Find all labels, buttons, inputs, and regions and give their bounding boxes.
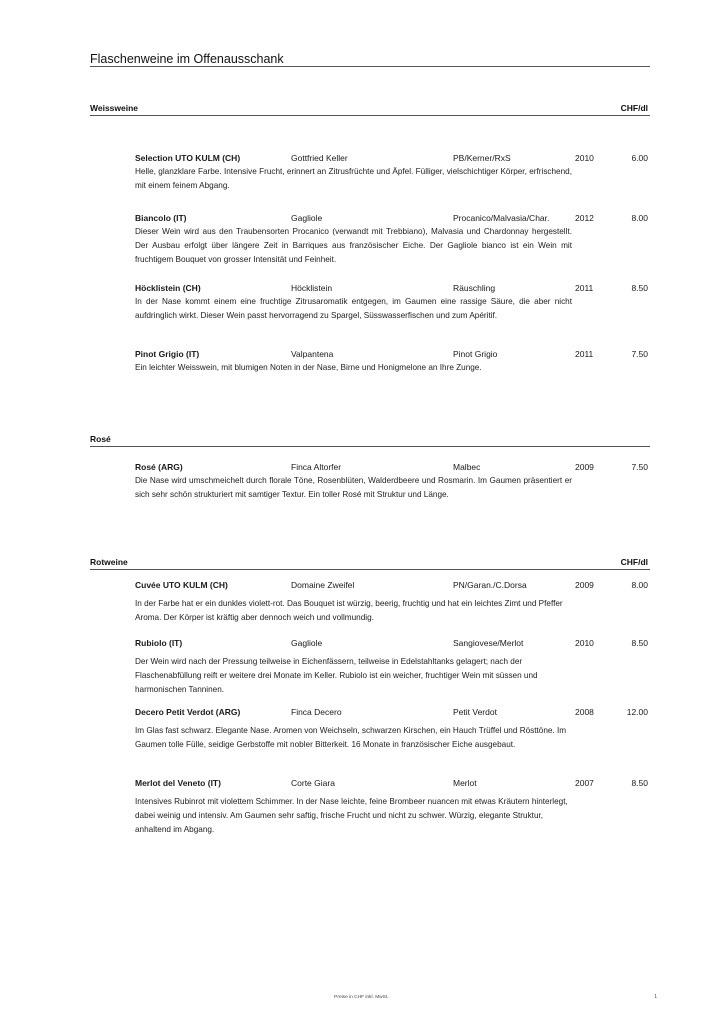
section-divider <box>90 115 650 116</box>
wine-producer: Valpantena <box>291 349 334 359</box>
wine-name: Rubiolo (IT) <box>135 638 183 648</box>
title-divider <box>90 66 650 67</box>
wine-description: Dieser Wein wird aus den Traubensorten Procanico (verwandt mit Trebbiano), Malvasia und Chardonnay hergestellt. Der Ausbau erfolgt über längere Zeit in Barriques aus französischer Eiche. Der Gagliole bianco ist ein Wein mit fruchtigem Bouquet von grosser Intensität und Feinheit. <box>135 227 572 265</box>
wine-entry <box>135 778 648 838</box>
wine-price: 8.50 <box>631 778 648 788</box>
wine-grape: PN/Garan./C.Dorsa <box>453 580 527 590</box>
wine-header-row <box>135 707 648 720</box>
section-divider <box>90 446 650 447</box>
wine-vintage: 2009 <box>575 580 594 590</box>
wine-header-row <box>135 638 648 651</box>
wine-price: 7.50 <box>631 462 648 472</box>
wine-grape: Malbec <box>453 462 481 472</box>
footer-note: Preise in CHF inkl. MwSt.. <box>334 995 390 1000</box>
wine-entry <box>135 462 648 502</box>
wine-vintage: 2007 <box>575 778 594 788</box>
wine-description: Der Wein wird nach der Pressung teilweise in Eichenfässern, teilweise in Edelstahltanks gelagert; nach der Flaschenabfüllung reift er weitere drei Monate im Keller. Rubiolo ist ein weicher, fruchtiger Wein mit süssen und harmonischen Tanninen. <box>135 657 538 695</box>
price-unit-label: CHF/dl <box>620 103 648 113</box>
wine-header-row <box>135 213 648 226</box>
wine-header-row <box>135 778 648 791</box>
wine-price: 6.00 <box>631 153 648 163</box>
wine-grape: Petit Verdot <box>453 707 497 717</box>
wine-description: Intensives Rubinrot mit violettem Schimmer. In der Nase leichte, feine Brombeer nuancen mit etwas Kräutern hinterlegt, dabei weinig und intensiv. Am Gaumen sehr saftig, frische Frucht und nicht zu schwer. Würzig, elegante Struktur, anhaltend im Abgang. <box>135 797 568 835</box>
wine-header-row <box>135 349 648 362</box>
wine-description: In der Nase kommt einem eine fruchtige Zitrusaromatik entgegen, im Gaumen eine rassige Säure, die aber nicht aufdringlich wirkt. Dieser Wein passt hervorragend zu Spargel, Süsswasserfischen und zum Apéritif. <box>135 297 572 321</box>
wine-description: Die Nase wird umschmeichelt durch florale Töne, Rosenblüten, Walderdbeere und Rosmarin. Im Gaumen präsentiert er sich sehr schön strukturiert mit samtiger Textur. Ein toller Rosé mit Struktur und Länge. <box>135 476 572 500</box>
wine-description: Ein leichter Weisswein, mit blumigen Noten in der Nase, Birne und Honigmelone an Ihre Zunge. <box>135 363 482 372</box>
wine-price: 7.50 <box>631 349 648 359</box>
wine-vintage: 2009 <box>575 462 594 472</box>
wine-grape: Pinot Grigio <box>453 349 498 359</box>
wine-name: Höcklistein (CH) <box>135 283 201 293</box>
section-title: Rosé <box>90 434 111 444</box>
wine-producer: Gottfried Keller <box>291 153 348 163</box>
wine-name: Biancolo (IT) <box>135 213 187 223</box>
wine-vintage: 2010 <box>575 638 594 648</box>
page-number: 1 <box>654 994 657 1000</box>
wine-vintage: 2012 <box>575 213 594 223</box>
wine-price: 8.00 <box>631 580 648 590</box>
wine-name: Merlot del Veneto (IT) <box>135 778 221 788</box>
wine-entry <box>135 638 648 698</box>
wine-name: Decero Petit Verdot (ARG) <box>135 707 241 717</box>
wine-name: Pinot Grigio (IT) <box>135 349 200 359</box>
wine-grape: Sangiovese/Merlot <box>453 638 524 648</box>
wine-price: 12.00 <box>626 707 648 717</box>
wine-entry <box>135 153 648 193</box>
wine-description: Im Glas fast schwarz. Elegante Nase. Aromen von Weichseln, schwarzen Kirschen, ein Hauch Trüffel und Rösttöne. Im Gaumen tolle Fülle, seidige Gerbstoffe mit nobler Bitterkeit. 16 Monate in französischer Eiche ausgebaut. <box>135 726 567 750</box>
wine-grape: PB/Kerner/RxS <box>453 153 511 163</box>
wine-vintage: 2011 <box>575 283 594 293</box>
wine-producer: Domaine Zweifel <box>291 580 355 590</box>
wine-producer: Corte Giara <box>291 778 335 788</box>
wine-producer: Gagliole <box>291 213 323 223</box>
wine-price: 8.50 <box>631 283 648 293</box>
section-title: Weissweine <box>90 103 139 113</box>
wine-name: Selection UTO KULM (CH) <box>135 153 241 163</box>
wine-grape: Merlot <box>453 778 477 788</box>
wine-producer: Gagliole <box>291 638 323 648</box>
wine-header-row <box>135 283 648 296</box>
wine-producer: Finca Decero <box>291 707 342 717</box>
price-unit-label: CHF/dl <box>620 557 648 567</box>
wine-vintage: 2008 <box>575 707 594 717</box>
wine-price: 8.50 <box>631 638 648 648</box>
wine-entry <box>135 213 648 268</box>
wine-header-row <box>135 580 648 593</box>
wine-vintage: 2011 <box>575 349 594 359</box>
wine-price: 8.00 <box>631 213 648 223</box>
wine-entry <box>135 580 648 625</box>
wine-description: In der Farbe hat er ein dunkles violett-rot. Das Bouquet ist würzig, beerig, fruchtig und hat ein leichtes Zimt und Pfeffer Aroma. Der Körper ist kräftig aber dennoch weich und vollmundig. <box>135 599 563 623</box>
wine-name: Cuvée UTO KULM (CH) <box>135 580 228 590</box>
wine-description: Helle, glanzklare Farbe. Intensive Frucht, erinnert an Zitrusfrüchte und Äpfel. Fülliger, vielschichtiger Körper, erfrischend, mit einem feinem Abgang. <box>135 167 572 191</box>
wine-grape: Procanico/Malvasia/Char. <box>453 213 550 223</box>
wine-entry <box>135 283 648 323</box>
section-title: Rotweine <box>90 557 128 567</box>
wine-name: Rosé (ARG) <box>135 462 183 472</box>
page-title: Flaschenweine im Offenausschank <box>90 52 284 66</box>
wine-entry <box>135 349 648 375</box>
wine-header-row <box>135 153 648 166</box>
wine-entry <box>135 707 648 752</box>
wine-producer: Finca Altorfer <box>291 462 342 472</box>
wine-grape: Räuschling <box>453 283 496 293</box>
section-divider <box>90 569 650 570</box>
wine-header-row <box>135 462 648 475</box>
wine-producer: Höcklistein <box>291 283 333 293</box>
wine-vintage: 2010 <box>575 153 594 163</box>
